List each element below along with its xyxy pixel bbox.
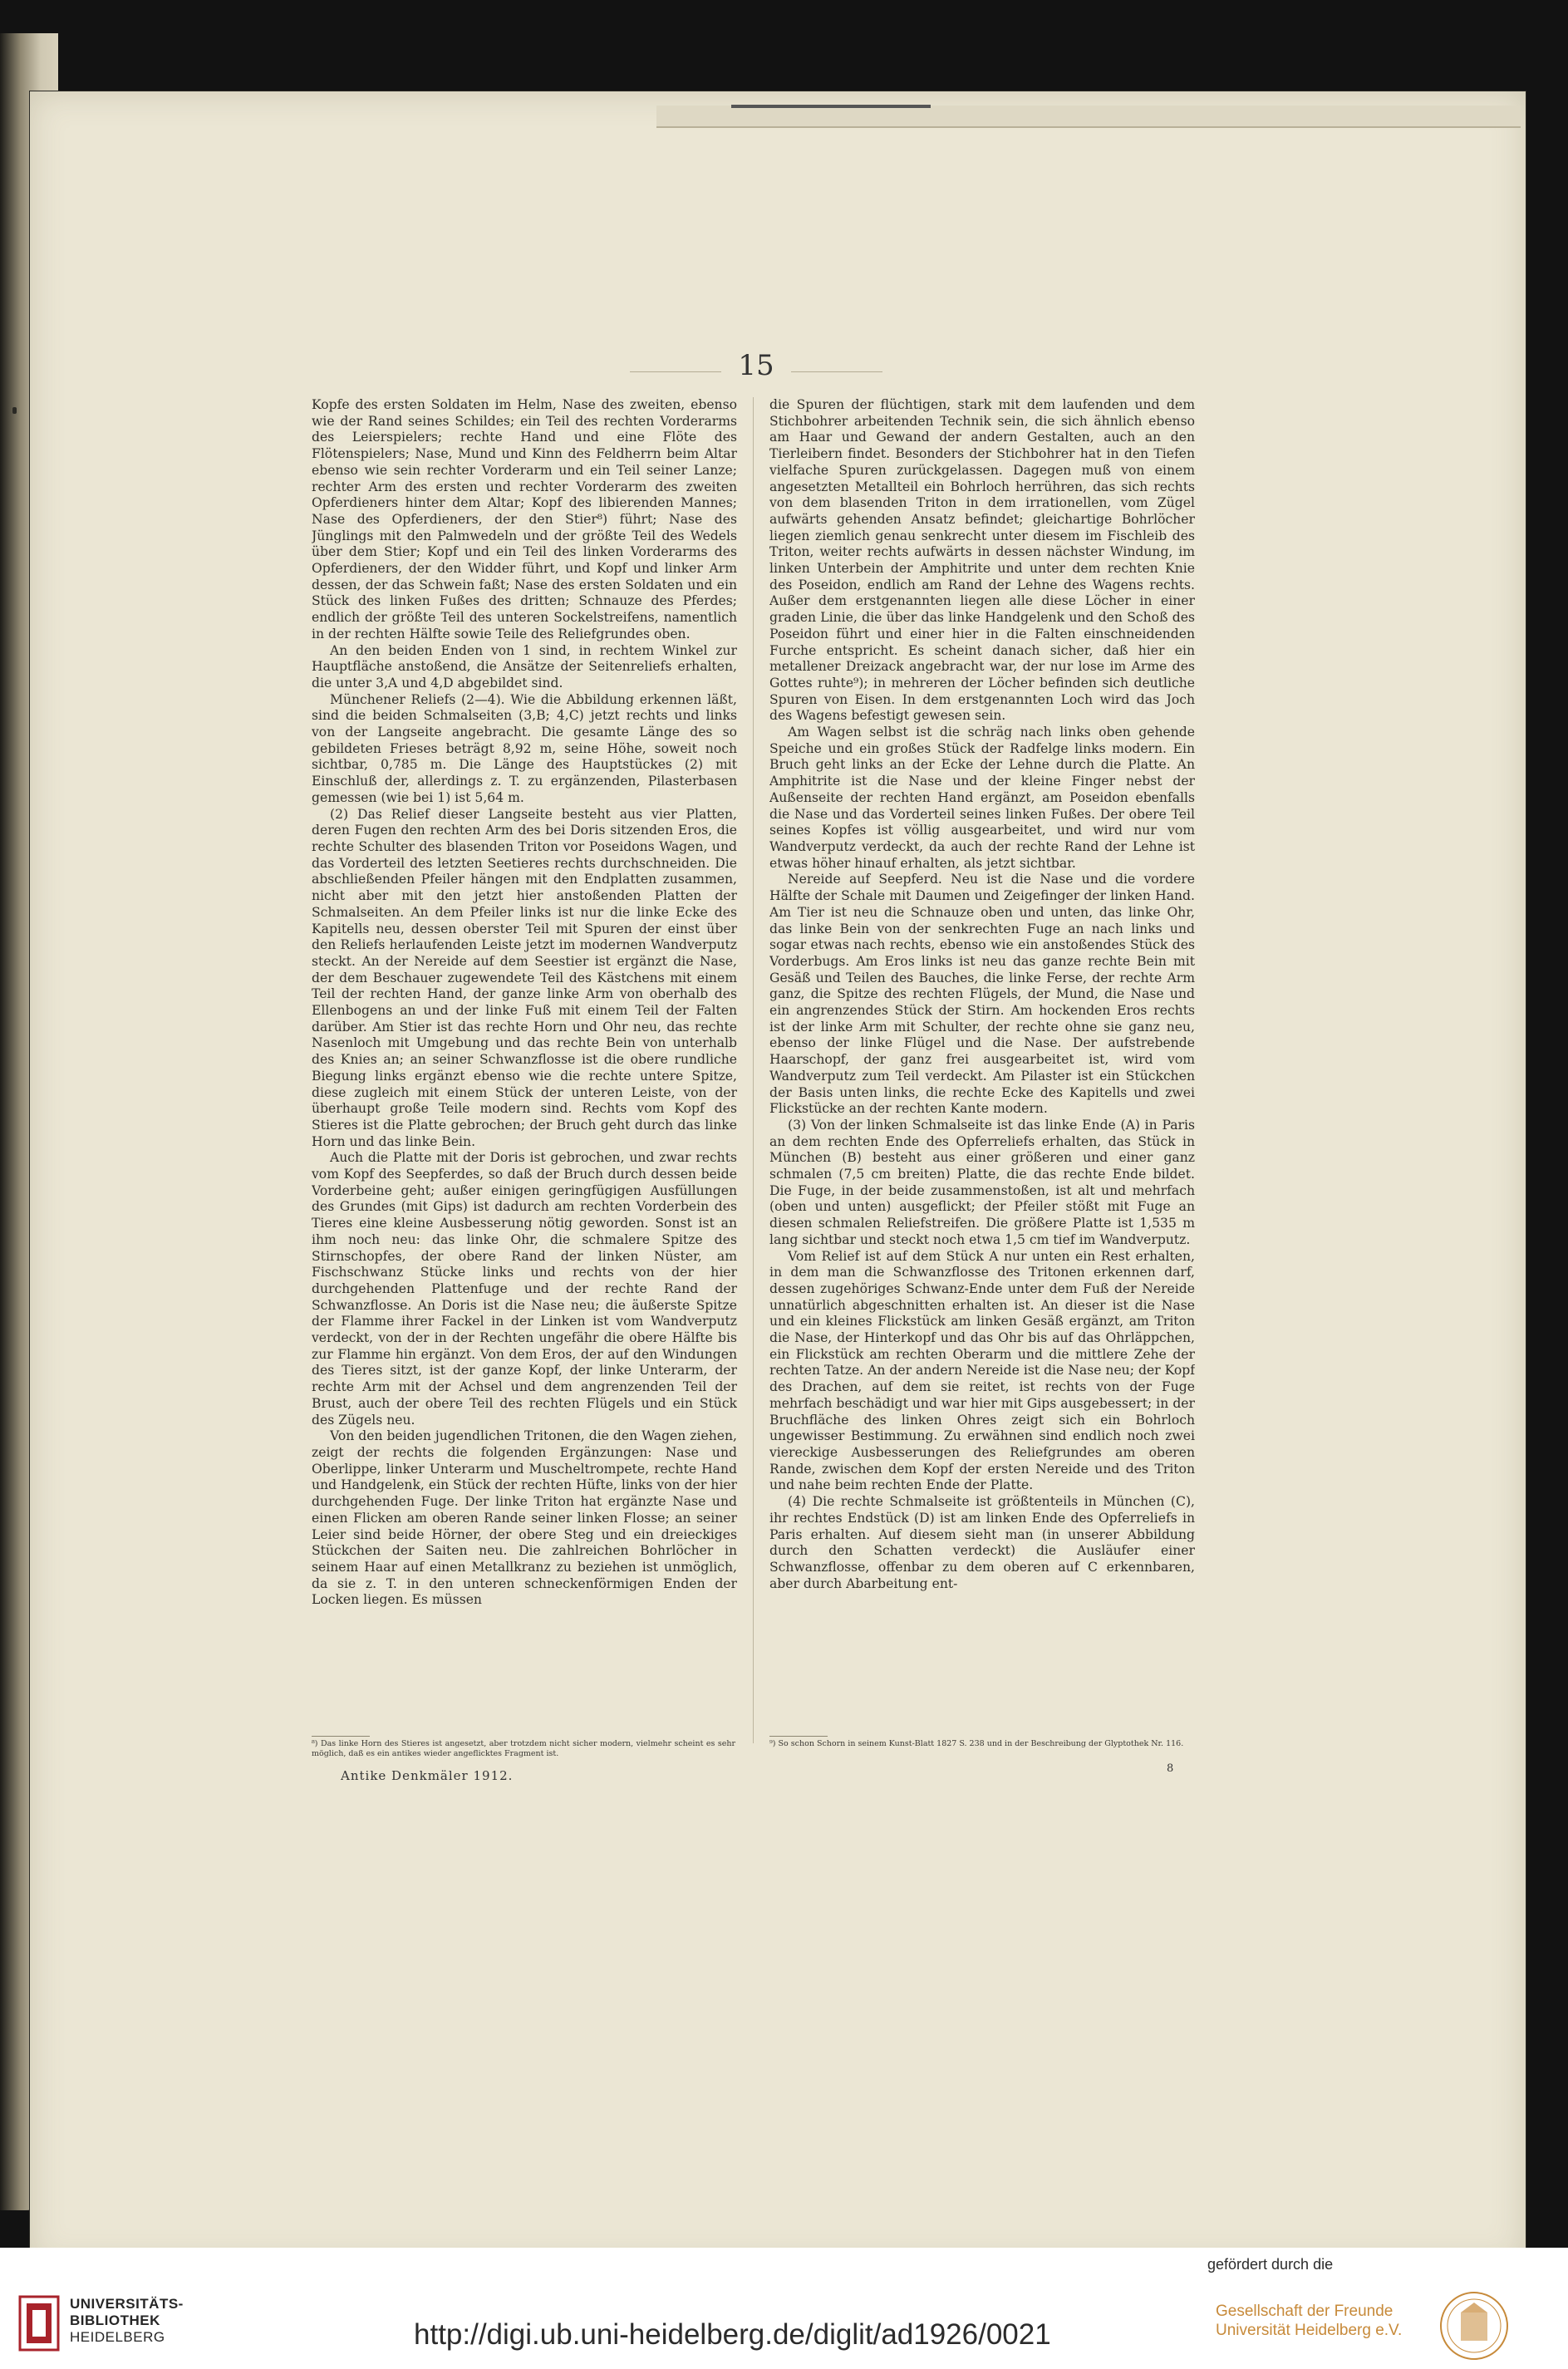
right-text-column — [769, 397, 1195, 1731]
left-text-column — [312, 397, 737, 1731]
page-top-strip — [656, 106, 1521, 128]
sheet-number: 8 — [1167, 1762, 1174, 1775]
paragraph: Kopfe des ersten Soldaten im Helm, Nase des zweiten, ebenso wie der Rand seines Schildes; ein Teil des rechten Vorderarms des Leierspielers; rechte Hand und eine Flöte des Flötenspielers; Nase, Mund und Kinn des Feldherrn beim Altar ebenso wie sein rechter Vorderarm und ein Teil seiner Lanze; rechter Arm des ersten und rechter Vorderarm des zweiten Opferdieners hinter dem Altar; Kopf des libierenden Mannes; Nase des Opferdieners, der den Stier⁸) führt; Nase des Jünglings mit den Palmwedeln und der größte Teil des Wedels über dem Stier; Kopf und ein Teil des linken Vorderarms des Opferdieners, der den Widder führt, und Kopf und linker Arm dessen, der das Schwein faßt; Nase des ersten Soldaten und ein Stück des linken Fußes des dritten; Schnauze des Pferdes; endlich der größte Teil des unteren Sockelstreifens, namentlich in der rechten Hälfte sowie Teile des Reliefgrundes oben. — [312, 397, 737, 641]
paragraph: Von den beiden jugendlichen Tritonen, die den Wagen ziehen, zeigt der rechts die folgenden Ergänzungen: Nase und Oberlippe, linker Unterarm und Muscheltrompete, rechte Hand und Handgelenk, ein Stück der rechten Hüfte, links von der hier durchgehenden Fuge. Der linke Triton hat ergänzte Nase und einen Flicken am oberen Rande seiner linken Flosse; an seiner Leier sind beide Hörner, der obere Steg und ein dreieckiges Stückchen der Saiten neu. Die zahlreichen Bohrlöcher in seinem Haar auf einen Metallkranz zu beziehen ist unmöglich, da sie z. T. in den unteren schneckenförmigen Enden der Locken liegen. Es müssen — [312, 1428, 737, 1608]
library-name-line3: HEIDELBERG — [70, 2329, 165, 2345]
paragraph: Münchener Reliefs (2—4). Wie die Abbildung erkennen läßt, sind die beiden Schmalseiten (3,B; 4,C) jetzt rechts und links von der Langseite angebracht. Die gesamte Länge des so gebildeten Frieses beträgt 8,92 m, seine Höhe, soweit noch sichtbar, 0,785 m. Die Länge des Hauptstückes (2) mit Einschluß der, allerdings z. T. zu ergänzenden, Pilasterbasen gemessen (wie bei 1) ist 5,64 m. — [312, 691, 737, 805]
society-name — [1216, 2302, 1402, 2340]
footnote-left: ⁸) Das linke Horn des Stieres ist angesetzt, aber trotzdem nicht sicher modern, vielmehr scheint es sehr möglich, daß es ein antikes wieder angeflicktes Fragment ist. — [312, 1739, 735, 1758]
paragraph: die Spuren der flüchtigen, stark mit dem laufenden und dem Stichbohrer arbeitenden Technik sein, die sich ähnlich ebenso am Haar und Gewand der andern Gestalten, auch an den Tierleibern findet. Besonders der Stichbohrer hat in den Tiefen vielfache Spuren zurückgelassen. Dagegen muß von einem angesetzten Metallteil ein Bohrloch herrühren, das sich rechts von dem blasenden Triton in dem irrationellen, vom Zügel aufwärts gehenden Ansatz befindet; gleichartige Bohrlöcher liegen ziemlich genau senkrecht unter diesem im Fischleib des Triton, weiter rechts aufwärts in dessen nächster Windung, im linken Unterbein der Amphitrite und unter dem rechten Knie des Poseidon, endlich am Rand der Lehne des Wagens rechts. Außer dem erstgenannten liegen alle diese Löcher in einer graden Linie, die über das linke Handgelenk und den Schoß des Poseidon führt und einer hier in die Falten einschneidenden Furche entspricht. Es scheint danach sicher, daß hier ein metallener Dreizack angebracht war, der nur lose im Arme des Gottes ruhte⁹); in mehreren der Löcher befinden sich deutliche Spuren von Eisen. In dem erstgenannten Loch wird das Joch des Wagens befestigt gewesen sein. — [769, 397, 1195, 724]
paragraph: Auch die Platte mit der Doris ist gebrochen, und zwar rechts vom Kopf des Seepferdes, so daß der Bruch durch dessen beide Vorderbeine geht; außer einigen geringfügigen Ausfüllungen des Grundes (mit Gips) ist dadurch am rechten Vorderbein des Tieres eine kleine Ausbesserung nötig geworden. Sonst ist an ihm noch neu: das linke Ohr, die schmalere Spitze des Stirnschopfes, der obere Rand der linken Nüster, am Fischschwanz Stücke links und rechts von der hier durchgehenden Plattenfuge und der rechte Rand der Schwanzflosse. An Doris ist die Nase neu; die äußerste Spitze der Flamme ihrer Fackel in der Linken ist vom Wandverputz verdeckt, von der in der Rechten ungefähr die obere Hälfte bis zur Flamme hin ergänzt. Von dem Eros, der auf den Windungen des Tieres sitzt, ist der ganze Kopf, der linke Unterarm, der rechte Arm mit der Achsel und dem angrenzenden Teil der Brust, auch der obere Teil des rechten Flügels und ein Stück des Zügels neu. — [312, 1150, 737, 1428]
library-logo-icon — [18, 2295, 60, 2352]
paragraph: Am Wagen selbst ist die schräg nach links oben gehende Speiche und ein großes Stück der Radfelge links modern. Ein Bruch geht links an der Ecke der Lehne durch die Platte. An Amphitrite ist die Nase und der kleine Finger nebst der Außenseite der rechten Hand ergänzt, am Poseidon ebenfalls die Nase und das Vorderteil seines linken Fußes. Der obere Teil seines Kopfes ist völlig ausgearbeitet, und wird nur vom Wandverputz verdeckt, da auch der rechte Rand der Lehne ist etwas höher hinauf erhalten, als jetzt sichtbar. — [769, 725, 1195, 871]
library-name-line1: UNIVERSITÄTS- — [70, 2296, 184, 2312]
library-name — [70, 2296, 184, 2346]
publication-signature: Antike Denkmäler 1912. — [341, 1768, 514, 1783]
column-divider — [753, 397, 754, 1743]
society-name-line1: Gesellschaft der Freunde — [1216, 2303, 1394, 2320]
page-top-strip-shadow — [731, 105, 931, 108]
permalink-url[interactable]: http://digi.ub.uni-heidelberg.de/diglit/ad1926/0021 — [414, 2318, 1051, 2351]
paragraph: (2) Das Relief dieser Langseite besteht aus vier Platten, deren Fugen den rechten Arm des bei Doris sitzenden Eros, die rechte Schulter des blasenden Triton vor Poseidons Wagen, und das Vorderteil des letzten Seetieres rechts durchschneiden. Die abschließenden Pfeiler hängen mit den Endplatten zusammen, nicht aber mit den jetzt hier anstoßenden Platten der Schmalseiten. An dem Pfeiler links ist nur die linke Ecke des Kapitells neu, dessen oberster Teil mit Spuren der einst über den Reliefs herlaufenden Leiste jetzt im modernen Wandverputz steckt. An der Nereide auf dem Seestier ist ergänzt die Nase, der dem Beschauer zugewendete Teil des Kästchens mit einem Teil der rechten Hand, der ganze linke Arm von oberhalb des Ellenbogens an und der linke Fuß mit einem Teil der Falten darüber. Am Stier ist das rechte Horn und Ohr neu, das rechte Nasenloch mit Umgebung und das rechte Bein von unterhalb des Knies an; an seiner Schwanzflosse ist die obere rundliche Biegung links ergänzt ebenso wie die rechte untere Spitze, diese zugleich mit einem Stück der unteren Leiste, von der überhaupt große Teile modern sind. Rechts vom Kopf des Stieres ist die Platte gebrochen; der Bruch geht durch das linke Horn und das linke Bein. — [312, 806, 737, 1149]
footnote-right: ⁹) So schon Schorn in seinem Kunst-Blatt 1827 S. 238 und in der Beschreibung der Glyptothek Nr. 116. — [769, 1739, 1184, 1748]
page-number: 15 — [738, 349, 774, 382]
paragraph: Nereide auf Seepferd. Neu ist die Nase und die vordere Hälfte der Schale mit Daumen und Zeigefinger der linken Hand. Am Tier ist neu die Schnauze oben und unten, das linke Ohr, das linke Bein von der senkrechten Fuge an nach links und sogar etwas nach rechts, ebenso wie ein anstoßendes Stück des Vorderbugs. Am Eros links ist neu das ganze rechte Bein mit Gesäß und Teilen des Bauches, die linke Ferse, der rechte Arm ganz, die Spitze des rechten Flügels, der Mund, die Nase und ein angrenzendes Stück der Stirn. Am hockenden Eros rechts ist der linke Arm mit Schulter, der rechte ohne sie ganz neu, ebenso der linke Flügel und die Nase. Der aufstrebende Haarschopf, der ganz frei ausgearbeitet ist, wird vom Wandverputz zum Teil verdeckt. Am Pilaster ist ein Stückchen der Basis unten links, die rechte Ecke des Kapitells und zwei Flickstücke an der rechten Kante modern. — [769, 872, 1195, 1117]
paragraph: An den beiden Enden von 1 sind, in rechtem Winkel zur Hauptfläche anstoßend, die Ansätze der Seitenreliefs erhalten, die unter 3,A und 4,D abgebildet sind. — [312, 642, 737, 691]
society-name-line2: Universität Heidelberg e.V. — [1216, 2322, 1403, 2339]
page-edge-mark — [12, 407, 17, 414]
footnote-rule-right — [769, 1736, 828, 1737]
paragraph: (3) Von der linken Schmalseite ist das linke Ende (A) in Paris an dem rechten Ende des Opferreliefs erhalten, das Stück in München (B) besteht aus einer größeren und einer ganz schmalen (7,5 cm breiten) Platte, die das rechte Ende bildet. Die Fuge, in der beide zusammenstoßen, ist alt und mehrfach (oben und unten) ausgeflickt; der Pfeiler stößt mit Fuge an diesen schmalen Reliefstreifen. Die größere Platte ist 1,535 m lang sichtbar und steckt noch etwa 1,5 cm tief im Wandverputz. — [769, 1117, 1195, 1247]
university-seal-icon — [1439, 2291, 1509, 2361]
library-name-line2: BIBLIOTHEK — [70, 2312, 160, 2328]
paragraph: Vom Relief ist auf dem Stück A nur unten ein Rest erhalten, in dem man die Schwanzflosse des Tritonen erkennen darf, dessen zugehöriges Schwanz-Ende unter dem Fuß der Nereide unnatürlich abgeschnitten erhalten ist. An dieser ist die Nase und ein kleines Flickstück am linken Gesäß ergänzt, am Triton die Nase, der Hinterkopf und das Ohr bis auf das Ohrläppchen, ein Flickstück am rechten Oberarm und die mittlere Zehe der rechten Tatze. An der andern Nereide ist die Nase neu; der Kopf des Drachen, auf dem sie reitet, ist rechts von der Fuge mehrfach beschädigt und war hier mit Gips ausgebessert; in der Bruchfläche des linken Ohres zeigt sich ein Bohrloch ungewisser Bestimmung. Zu erwähnen sind endlich noch zwei viereckige Ausbesserungen des Reliefgrundes am oberen Rande, zwischen dem Kopf der ersten Nereide und des Triton und nahe beim rechten Ende der Platte. — [769, 1248, 1195, 1493]
footnote-rule-left — [312, 1736, 370, 1737]
paragraph: (4) Die rechte Schmalseite ist größtenteils in München (C), ihr rechtes Endstück (D) ist am linken Ende des Opferreliefs in Paris erhalten. Auf diesem sieht man (in unserer Abbildung durch den Schatten verdeckt) die Ausläufer einer Schwanzflosse, offenbar zu dem oberen auf C erkennbaren, aber durch Abarbeitung ent- — [769, 1494, 1195, 1591]
footer-bar — [0, 2248, 1568, 2369]
folio-rule-right — [791, 371, 882, 372]
folio-rule-left — [630, 371, 721, 372]
funded-by-label: gefördert durch die — [1207, 2256, 1334, 2273]
